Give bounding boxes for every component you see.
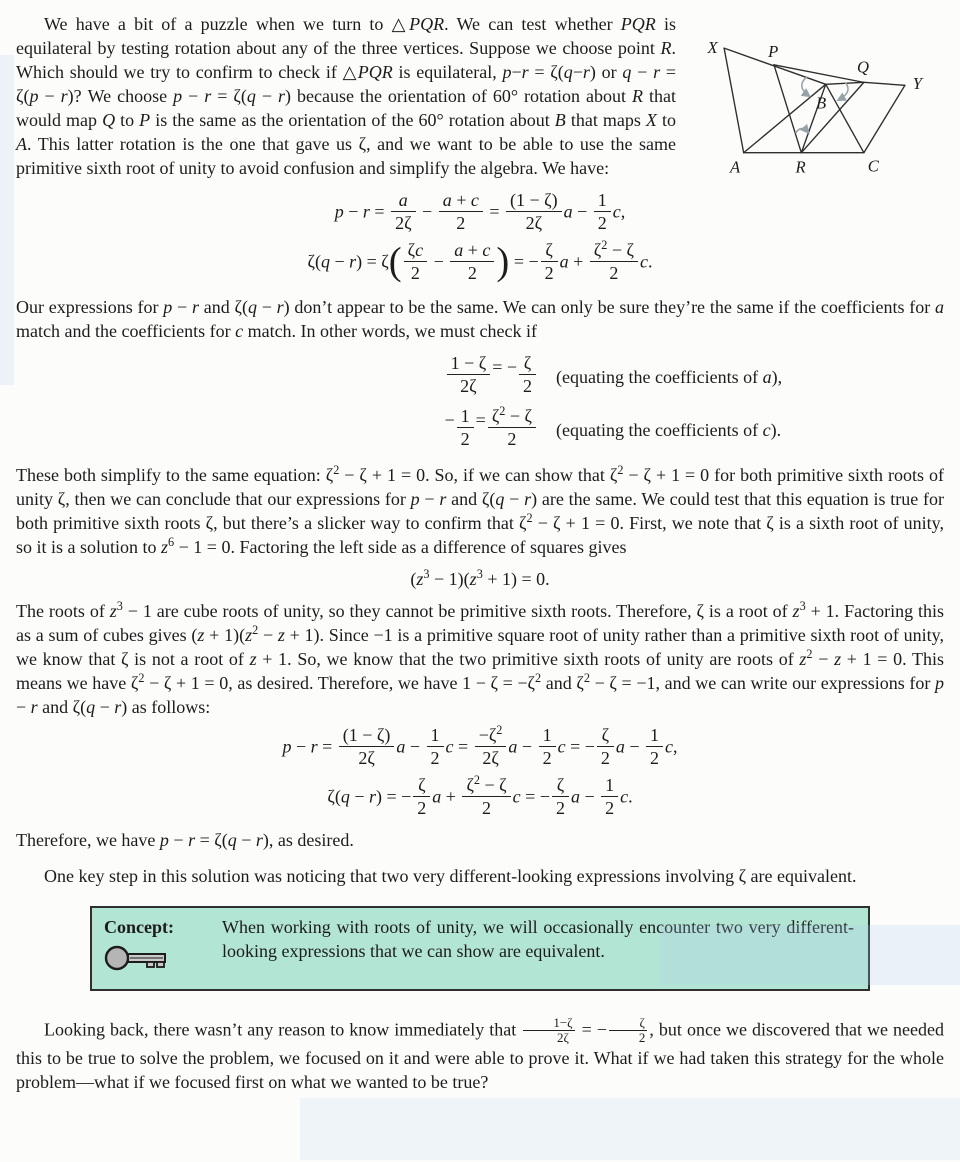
paragraph-intro: We have a bit of a puzzle when we turn to △PQR. We can test whether PQR is equilateral by testing rotation about any of the three vertices. Suppose we choose point R. Which should we try to confirm to check if △PQR is equilateral, p−r = ζ(q−r) or q − r = ζ(p − r)? We choose p − r = ζ(q − r) because the orientation of 60° rotation about R that would map Q to P is the same as the orientation of the 60° rotation about B that maps X to A. This latter rotation is the one that gave us ζ, and we want to be able to use the same primitive sixth root of unity to avoid confusion and simplify the algebra. We have: (16, 14, 677, 178)
equation-coefficients-c-row (16, 404, 944, 451)
rotation-arc-at-B-right (838, 82, 848, 100)
concept-text: When working with roots of unity, we will occasionally encounter two very different-looking expressions that we can show are equivalent. (222, 917, 854, 961)
paragraph-cube-roots: The roots of $z^3 - 1$ are cube roots of unity, so they cannot be primitive sixth roots. Therefore, ζ is a root of $z^3 + 1$. Factoring this as a sum of cubes gives $(z + 1)(z^2 - z + 1)$. Since −1 is a primitive square root of unity rather than a primitive sixth root of unity, we know that ζ is not a root of z + 1. So, we know that the two primitive sixth roots of unity are roots of $z^2 - z + 1 = 0$. This means we have $\zeta^2 - \zeta + 1 = 0$, as desired. Therefore, we have $1 - \zeta = -\zeta^2$ and $\zeta^2 - \zeta = -1$, and we can write our expressions for p − r and ζ(q − r) as follows: (16, 599, 945, 717)
figure-label-q: Q (857, 57, 870, 77)
equation-coefficients-a: $\frac{1 - \zeta}{2\zeta}$ = − $\frac{\zeta}{2}$ (16, 355, 556, 398)
equation-coefficients-a-row (16, 355, 944, 398)
scan-tint (0, 55, 14, 385)
rotation-arc-at-R (795, 129, 808, 134)
concept-box (90, 906, 870, 991)
equation-zeta-q-minus-r-final: ζ(q − r) = − $\frac{\zeta}{2}$ a + $\frac{\zeta^2 - \zeta}{2}$ c = − $\frac{\zeta}{2}$ a − $\frac{1}{2}$ c. (327, 773, 633, 818)
segment-CY (864, 85, 905, 152)
equation-block-3 (16, 723, 944, 820)
equation-z3-factoring: $(z^3 - 1)(z^3 + 1) = 0$. (410, 567, 550, 589)
triangle-diagram (686, 12, 944, 184)
equation-coefficients-c: − $\frac{1}{2}$ = $\frac{\zeta^2 - \zeta}{2}$ (16, 408, 556, 451)
equation-p-minus-r: p − r = $\frac{a}{2\zeta}$ − $\frac{a + c}{2}$ = $\frac{(1 - \zeta)}{2\zeta}$ a − $\frac{1}{2}$ c, (334, 190, 626, 233)
annotation-coefficients-c: (equating the coefficients of c). (556, 419, 782, 440)
annotation-coefficients-a: (equating the coefficients of a), (556, 366, 783, 387)
paragraph-therefore: Therefore, we have p − r = ζ(q − r), as desired. (16, 830, 354, 850)
rotation-arc-at-B-left (802, 77, 809, 97)
figure-label-r: R (795, 157, 806, 177)
paragraph-looking-back: Looking back, there wasn’t any reason to know immediately that $\frac{1-\zeta}{2\zeta}$ = − $\frac{\zeta}{2}$ , but once we discovered that we needed this to be true to solve the problem, we focused on it and were able to prove it. What if we had taken this strategy for the whole problem—what if we focused first on what we wanted to be true? (16, 1015, 944, 1092)
key-icon (104, 942, 172, 974)
segment-RQ (801, 82, 864, 152)
figure-label-b: B (815, 93, 827, 113)
scan-tint (300, 1098, 960, 1160)
segment-BY (826, 82, 905, 85)
equation-p-minus-r-final: p − r = $\frac{(1 - \zeta)}{2\zeta}$ a − $\frac{1}{2}$ c = $\frac{-\zeta^2}{2\zeta}$ a − $\frac{1}{2}$ c = − $\frac{\zeta}{2}$ a − $\frac{1}{2}$ c, (282, 723, 678, 768)
paragraph-key-step: One key step in this solution was noticing that two very different-looking expressions involving ζ are equivalent. (44, 866, 857, 886)
equation-block-2 (16, 355, 944, 451)
figure-label-p: P (768, 41, 779, 61)
equation-block-1 (16, 192, 944, 285)
segment-XA (724, 48, 744, 153)
concept-box-left (104, 915, 214, 980)
concept-label: Concept: (104, 917, 174, 937)
equation-zeta-q-minus-r: ζ(q − r) = ζ( $\frac{\zeta c}{2}$ − $\frac{a + c}{2}$ ) = − $\frac{\zeta}{2}$ a + $\frac{\zeta^2 - \zeta}{2}$ c. (307, 238, 653, 283)
geometry-figure (686, 12, 944, 184)
paragraph-simplify: These both simplify to the same equation: $\zeta^2 - \zeta + 1 = 0$. So, if we can show that $\zeta^2 - \zeta + 1 = 0$ for both primitive sixth roots of unity ζ, then we can conclude that our expressions for p − r and ζ(q − r) are the same. We could test that this equation is true for both primitive sixth roots ζ, but there’s a slicker way to confirm that $\zeta^2 - \zeta + 1 = 0$. First, we note that ζ is a sixth root of unity, so it is a solution to $z^6 - 1 = 0$. Factoring the left side as a difference of squares gives (16, 463, 945, 557)
equation-difference-of-squares (16, 567, 944, 591)
figure-label-a: A (729, 157, 741, 177)
segment-PQ (774, 65, 864, 83)
figure-label-c: C (867, 156, 879, 176)
paragraph-expressions: Our expressions for p − r and ζ(q − r) don’t appear to be the same. We can only be sure they’re the same if the coefficients for a match and the coefficients for c match. In other words, we must check if (16, 297, 944, 341)
figure-label-y: Y (912, 74, 922, 94)
figure-label-x: X (707, 38, 718, 58)
